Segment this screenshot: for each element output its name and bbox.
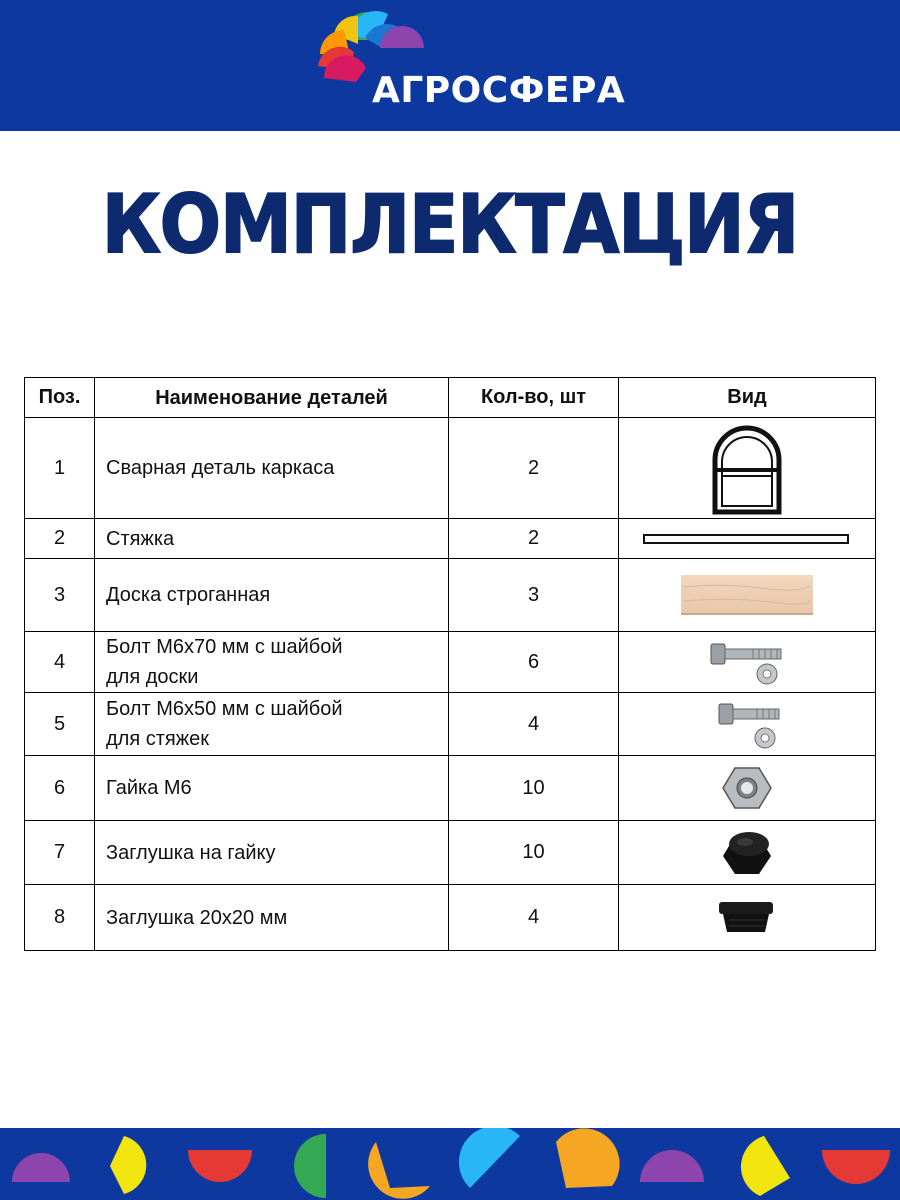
row-view [619,756,876,821]
row-quantity: 2 [449,519,619,559]
planed-board-icon [680,573,814,617]
table-row [25,756,876,821]
row-name [95,632,449,693]
row-position: 7 [25,821,95,885]
row-name [95,885,449,951]
row-view [619,821,876,885]
row-name [95,519,449,559]
row-name-line: Сварная деталь каркаса [106,457,335,479]
table-row [25,885,876,951]
row-quantity: 6 [449,632,619,693]
row-position: 2 [25,519,95,559]
row-position: 8 [25,885,95,951]
tie-rod-icon [642,532,852,546]
row-position: 4 [25,632,95,693]
table-row [25,632,876,693]
bolt-with-washer-icon [707,698,787,750]
table-row [25,693,876,756]
row-name-line: Стяжка [106,527,175,550]
row-view [619,693,876,756]
row-quantity: 4 [449,693,619,756]
column-header-name: Наименование деталей [95,378,449,418]
column-header-position: Поз. [25,378,95,418]
square-plug-icon [715,898,779,938]
row-quantity: 10 [449,821,619,885]
footer-band [0,1128,900,1200]
row-view [619,885,876,951]
row-quantity: 4 [449,885,619,951]
row-position: 3 [25,559,95,632]
row-quantity: 3 [449,559,619,632]
row-name-line: для стяжек [106,728,209,750]
row-position: 5 [25,693,95,756]
column-header-view: Вид [619,378,876,418]
row-quantity: 10 [449,756,619,821]
header-band [0,0,900,131]
table-row [25,519,876,559]
row-name [95,559,449,632]
row-view [619,418,876,519]
table-header-row [25,378,876,418]
hex-nut-icon [721,764,773,812]
welded-frame-icon [707,420,787,516]
brand-name: АГРОСФЕРА [372,70,626,111]
row-name-line: Заглушка 20х20 мм [106,906,288,929]
row-name-line: Гайка М6 [106,777,192,799]
row-position: 6 [25,756,95,821]
row-name [95,693,449,756]
table-row [25,559,876,632]
row-name-line: Заглушка на гайку [106,841,276,864]
row-name-line: Доска строганная [106,584,271,606]
row-name [95,756,449,821]
table-row [25,821,876,885]
row-name-line: для доски [106,666,199,688]
parts-table [24,377,876,951]
row-position: 1 [25,418,95,519]
row-name-line: Болт М6х50 мм с шайбой [106,698,343,720]
row-quantity: 2 [449,418,619,519]
column-header-quantity: Кол-во, шт [449,378,619,418]
bolt-with-washer-icon [707,638,787,686]
row-view [619,559,876,632]
row-view [619,632,876,693]
decorative-shapes-icon [0,1128,900,1200]
row-name [95,821,449,885]
nut-cap-icon [721,828,773,878]
row-name-line: Болт М6х70 мм с шайбой [106,636,343,658]
table-row [25,418,876,519]
page-title: КОМПЛЕКТАЦИЯ [101,178,799,271]
row-view [619,519,876,559]
row-name [95,418,449,519]
